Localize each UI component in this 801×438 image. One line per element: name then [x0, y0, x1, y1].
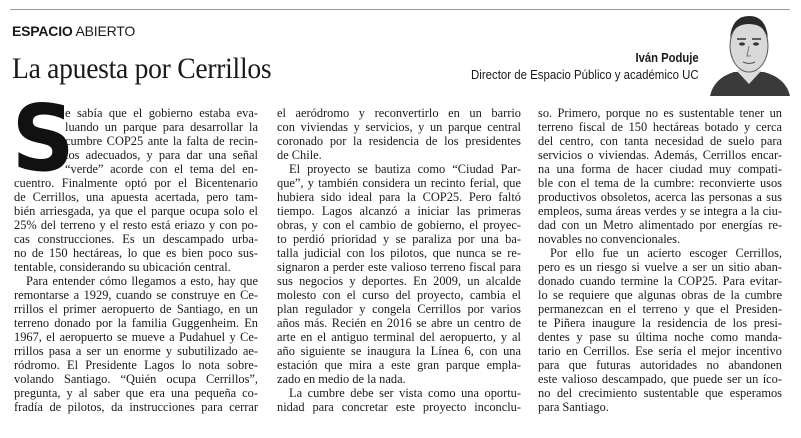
text-line: permanezcan en el terreno y que el Presiden- [538, 302, 782, 316]
text-line: talla judicial con los pilotos, que nunca se re- [277, 246, 521, 260]
text-line: el aeródromo y reconvertirlo en un barrio [277, 106, 521, 120]
author-portrait [706, 8, 792, 96]
text-line: ble con el tema de la cumbre: reconvierte usos [538, 176, 782, 190]
text-line: molesto con el curso del proyecto, cambia el [277, 288, 521, 302]
text-line: hubiera sido ideal para la COP25. Pero faltó [277, 190, 521, 204]
text-line: nidad para concretar este proyecto inconclu- [277, 400, 521, 414]
text-line: para que futuras autoridades no abandonen [538, 358, 782, 372]
text-line: no del crecimiento sustentable que esperamos [538, 386, 782, 400]
text-line: productivos obsoletos, acerca las personas a sus [538, 190, 782, 204]
text-line: luando un parque para desarrollar la [65, 120, 258, 134]
text-line: ródromo. El Presidente Lagos lo nota sobre- [14, 358, 258, 372]
text-line: te Piñera inaugure la residencia de los presi- [538, 316, 782, 330]
byline [440, 51, 699, 82]
text-line: zado en medio de la nada. [277, 372, 406, 386]
section-label-bold: ESPACIO [12, 23, 73, 39]
text-line: “verde” acorde con el tema del en- [65, 162, 258, 176]
drop-cap: S [11, 85, 75, 192]
text-line: donado cuando termine la COP25. Para evitar- [538, 274, 782, 288]
author-name: Iván Poduje [635, 51, 699, 65]
text-line: cuentro. Finalmente optó por el Bicentenario [14, 176, 258, 190]
text-line: año siguiente se inaugura la Línea 6, con una [277, 344, 521, 358]
text-line: sus negocios y deportes. En 2009, un alcalde [277, 274, 521, 288]
text-line: estación que mira a este gran parque empla- [277, 358, 521, 372]
text-line: signaron a perder este valioso terreno fiscal para [277, 260, 521, 274]
top-rule [10, 9, 790, 10]
text-line: de Chile. [277, 148, 322, 162]
text-line: este valioso descampado, que puede ser un íco- [538, 372, 782, 386]
text-line: con viviendas y servicios, y un parque central [277, 120, 521, 134]
text-line: del centro, con tanta necesidad de suelo para [538, 134, 782, 148]
text-line: terreno donado por la familia Guggenheim. En [14, 316, 258, 330]
text-line: fradía de pilotos, da instrucciones para cerrar [14, 400, 258, 414]
text-line: cas construcciones. Es un descampado urba- [14, 232, 258, 246]
article-column-1 [14, 106, 258, 414]
text-line: pregunta, y al saber que era una pequeña co- [14, 386, 258, 400]
text-line: años más. Recién en 2016 se abre un centro de [277, 316, 521, 330]
text-line: na una forma de hacer ciudad muy compati- [538, 162, 782, 176]
text-line: El proyecto se bautiza como “Ciudad Par- [289, 162, 521, 176]
text-line: dad con un Metro alimentado por energías re- [538, 218, 782, 232]
text-line: cumbre COP25 ante la falta de recin- [65, 134, 258, 148]
text-line: tiempo. Lagos alcanzó a iniciar las primeras [277, 204, 521, 218]
section-label-light: ABIERTO [75, 23, 136, 39]
text-line: que”, y también considera un recinto ferial, que [277, 176, 521, 190]
text-line: de Cerrillos, una apuesta acertada, pero tam- [14, 190, 258, 204]
text-line: tario en Cerrillos. Ese sería el mejor incentivo [538, 344, 782, 358]
article-column-3 [538, 106, 782, 414]
text-line: pero es un riesgo si vuelve a ser un sitio aban- [538, 260, 782, 274]
text-line: 1967, el aeropuerto se mueve a Pudahuel y Ce- [14, 330, 258, 344]
text-line: 25% del terreno y el resto está eriazo y con po- [14, 218, 258, 232]
section-label [12, 23, 135, 39]
text-line: tentable, considerando su ubicación central. [14, 260, 231, 274]
text-line: lo se requiere que algunas obras de la cumbre [538, 288, 782, 302]
text-line: servicios o viviendas. Además, Cerrillos encar- [538, 148, 782, 162]
text-line: terreno fiscal de 150 hectáreas botado y cerca [538, 120, 782, 134]
text-line: plan regulador y congela Cerrillos por varios [277, 302, 521, 316]
text-line: Por ello fue un acierto escoger Cerrillos, [550, 246, 782, 260]
text-line: rrillos el primer aeropuerto de Santiago, en un [14, 302, 258, 316]
text-line: coronado por la residencia de los presidentes [277, 134, 521, 148]
text-line: arte en el antiguo terminal del aeropuerto, y al [277, 330, 521, 344]
text-line: bién arriesgada, ya que el parque ocupa solo el [14, 204, 258, 218]
text-line: rrillos pasa a ser un enorme y subutilizado ae- [14, 344, 258, 358]
text-line: Para entender cómo llegamos a esto, hay que [26, 274, 258, 288]
text-line: remontarse a 1929, cuando se construye en Ce- [14, 288, 258, 302]
text-line: para Santiago. [538, 400, 609, 414]
text-line: obras, y con el cambio de gobierno, el proyec- [277, 218, 521, 232]
text-line: so. Primero, porque no es sustentable tener un [538, 106, 782, 120]
text-line: tos adecuados, y para dar una señal [65, 148, 258, 162]
text-line: novables no convencionales. [538, 232, 681, 246]
text-line: volando Santiago. “Quién ocupa Cerrillos”, [14, 372, 258, 386]
author-role: Director de Espacio Público y académico UC [471, 67, 699, 82]
text-line: dentes y pase su última noche como manda- [538, 330, 782, 344]
text-line: no de 150 hectáreas, lo que es bien poco sus- [14, 246, 258, 260]
text-line: to perdió prioridad y se paraliza por una ba- [277, 232, 521, 246]
text-line: La cumbre debe ser vista como una oportu- [289, 386, 521, 400]
article-column-2 [277, 106, 521, 414]
text-line: empleos, suma áreas verdes y se integra a la ciu- [538, 204, 782, 218]
article-title: La apuesta por Cerrillos [12, 52, 272, 85]
text-line: e sabía que el gobierno estaba eva- [65, 106, 258, 120]
